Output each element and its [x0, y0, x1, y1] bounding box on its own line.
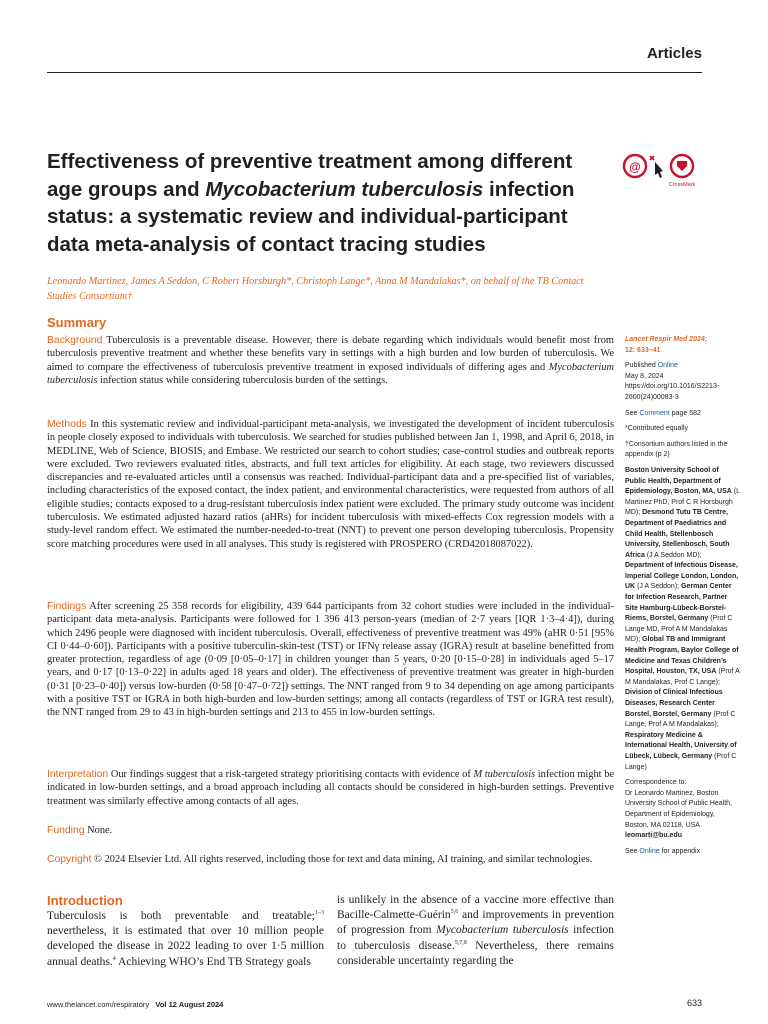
- consortium-note: †Consortium authors listed in the appendix (p 2): [625, 440, 728, 459]
- introduction-heading: Introduction: [47, 893, 123, 908]
- journal-url[interactable]: www.thelancet.com/respiratory: [47, 1000, 150, 1009]
- footer: [47, 1000, 223, 1009]
- abstract-interpretation: Interpretation Our findings suggest that a risk-targeted strategy prioritising contacts with evidence of M tuberculosis infection might be indicated in low-burden settings, and a broad approach including all contacts should be considered in high-burden settings. Preventive treatment was similarly effective among contacts of all ages.: [47, 769, 615, 807]
- svg-text:CrossMark: CrossMark: [668, 182, 696, 188]
- abstract-copyright: Copyright © 2024 Elsevier Ltd. All rights reserved, including those for text and data mining, AI training, and similar technologies.: [47, 854, 593, 865]
- doi-link[interactable]: https://doi.org/10.1016/S2213-2600(24)00083-3: [625, 383, 720, 401]
- introduction-column-2: is unlikely in the absence of a vaccine more effective than Bacille-Calmette-Guérin$^{5,6}$ and improvements in prevention of progression from Mycobacterium tuberculosis infection to tuberculosis disease.$^{5,7,8}$ Nevertheless, there remains considerable uncertainty regarding the: [337, 894, 615, 967]
- interpretation-label: Interpretation: [47, 769, 109, 780]
- affiliations: Boston University School of Public Health, Department of Epidemiology, Boston, MA, USA (L Martinez PhD, Prof C R Horsburgh MD); Desmond Tutu TB Centre, Department of Paediatrics and Child Health, Stellenbosch University, Stellenbosch, South Africa (J A Seddon MD); Department of Infectious Disease, Imperial College London, London, UK (J A Seddon); German Center for Infection Research, Partner Site Hamburg-Lübeck-Borstel-Riems, Borstel, Germany (Prof C Lange MD, Prof A M Mandalakas MD); Global TB and Immigrant Health Program, Baylor College of Medicine and Texas Children’s Hospital, Houston, TX, USA (Prof A M Mandalakas, Prof C Lange); Division of Clinical Infectious Diseases, Research Center Borstel, Borstel, Germany (Prof C Lange, Prof A M Mandalakas); Respiratory Medicine & International Health, University of Lübeck, Lübeck, Germany (Prof C Lange): [625, 466, 740, 771]
- email-link[interactable]: leomarti@bu.edu: [625, 832, 682, 840]
- header-rule: [47, 72, 702, 73]
- abstract-funding: Funding None.: [47, 825, 113, 836]
- summary-heading: Summary: [47, 315, 107, 330]
- abstract-background: Background Tuberculosis is a preventable disease. However, there is debate regarding which individuals would benefit most from tuberculosis preventive treatment and whether these benefits vary in settings with a high burden and low burden of tuberculosis. We aimed to compare the effectiveness of tuberculosis preventive treatment in exposed individuals of differing ages and Mycobacterium tuberculosis infection status while considering tuberculosis burden of the settings.: [47, 335, 614, 386]
- findings-label: Findings: [47, 601, 87, 612]
- article-title: Effectiveness of preventive treatment among different age groups and Mycobacterium tuberculosis infection status: a systematic review and individual-participant data meta-analysis of contact tracing studies: [47, 150, 575, 256]
- abstract-methods: Methods In this systematic review and individual-participant meta-analysis, we investigated the development of incident tuberculosis in people closely exposed to individuals with tuberculosis. We searched for studies published between Jan 1, 1998, and April 6, 2018, in MEDLINE, Web of Science, BIOSIS, and Embase. We restricted our search to cohort studies; case-control studies and outbreak reports were excluded. Two reviewers evaluated titles, abstracts, and full text articles for eligibility. At each stage, two reviewers discussed discrepancies and re-evaluated articles until a consensus was reached. Individual-participant data and a pre-specified list of variables, including characteristics of the exposed contact, the index patient, and environmental characteristics, were requested from authors of all eligible studies; contacts exposed to a drug-resistant tuberculosis index patient were excluded. The primary study outcome was incident tuberculosis. We estimated adjusted hazard ratios (aHRs) for incident tuberculosis with mixed-effects Cox regression models with a study-level random effect. We estimated the number-needed-to-treat (NNT) to prevent one person developing tuberculosis. Propensity score matching procedures were used in all analyses. This study is registered with PROSPERO (CRD42018087022).: [47, 419, 614, 550]
- appendix-online-link[interactable]: Online: [639, 847, 660, 855]
- correspondence: Correspondence to: Dr Leonardo Martinez, Boston University School of Public Health, Department of Epidemiology, Boston, MA 02118, USA leomarti@bu.edu: [625, 779, 732, 840]
- methods-label: Methods: [47, 419, 87, 430]
- author-list: Leonardo Martinez, James A Seddon, C Robert Horsburgh*, Christoph Lange*, Anna M Mandalakas*, on behalf of the TB Contact Studies Consortium†: [47, 276, 584, 302]
- publication-info: Published Online May 8, 2024 https://doi.org/10.1016/S2213-2600(24)00083-3: [625, 362, 720, 401]
- page-number: 633: [686, 998, 702, 1008]
- svg-text:@: @: [629, 160, 641, 174]
- crossmark-logo-icon: [622, 152, 702, 194]
- crossmark-icon[interactable]: [622, 152, 702, 194]
- comment-link[interactable]: Comment: [639, 409, 670, 417]
- journal-citation: Lancet Respir Med 2024; 12: 633–41: [625, 336, 708, 354]
- online-link[interactable]: Online: [657, 362, 678, 370]
- appendix-note: See Online for appendix: [625, 847, 701, 855]
- sidebar: [625, 335, 740, 862]
- contributed-note: *Contributed equally: [625, 425, 689, 433]
- abstract-findings: Findings After screening 25 358 records for eligibility, 439 644 participants from 32 cohort studies were included in the individual-participant data meta-analysis. Participants were followed for 1 396 413 person-years (median of 2·7 years [IQR 1·3–4·4]), during which 2496 people were diagnosed with incident tuberculosis. Overall, effectiveness of preventive treatment was 49% (aHR 0·51 [95% CI 0·44–0·60]). Participants with a positive tuberculin-skin-test (TST) or IFNγ release assay (IGRA) result at baseline benefitted from greater protection, regardless of age (0·09 [0·05–0·17] in children younger than 5 years, 0·20 [0·15–0·28] in individuals aged 5–17 years, and 0·17 [0·13–0·22] in adults aged 18 years and older). The effectiveness of preventive treatment was greater in high-burden (0·31 [0·23–0·40]) versus low-burden (0·58 [0·47–0·72]) settings. The NNT ranged from 9 to 34 depending on age among participants with a positive TST or IGRA in both high-burden and low-burden settings; among all contacts (regardless of TST or IGRA test result), the NNT ranged from 29 to 43 in high-burden settings and 213 to 455 in low-burden settings.: [47, 601, 614, 719]
- see-comment: See Comment page 582: [625, 409, 701, 417]
- volume-issue: Vol 12 August 2024: [155, 1000, 224, 1009]
- funding-label: Funding: [47, 825, 85, 836]
- copyright-label: Copyright: [47, 854, 92, 865]
- introduction-column-1: Tuberculosis is both preventable and treatable;$^{1-3}$ nevertheless, it is estimated that over 10 million people developed the disease in 2022 leading to over 1·5 million annual deaths.$^4$ Achieving WHO’s End TB Strategy goals: [47, 910, 324, 968]
- section-label: Articles: [646, 45, 702, 62]
- background-label: Background: [47, 335, 103, 346]
